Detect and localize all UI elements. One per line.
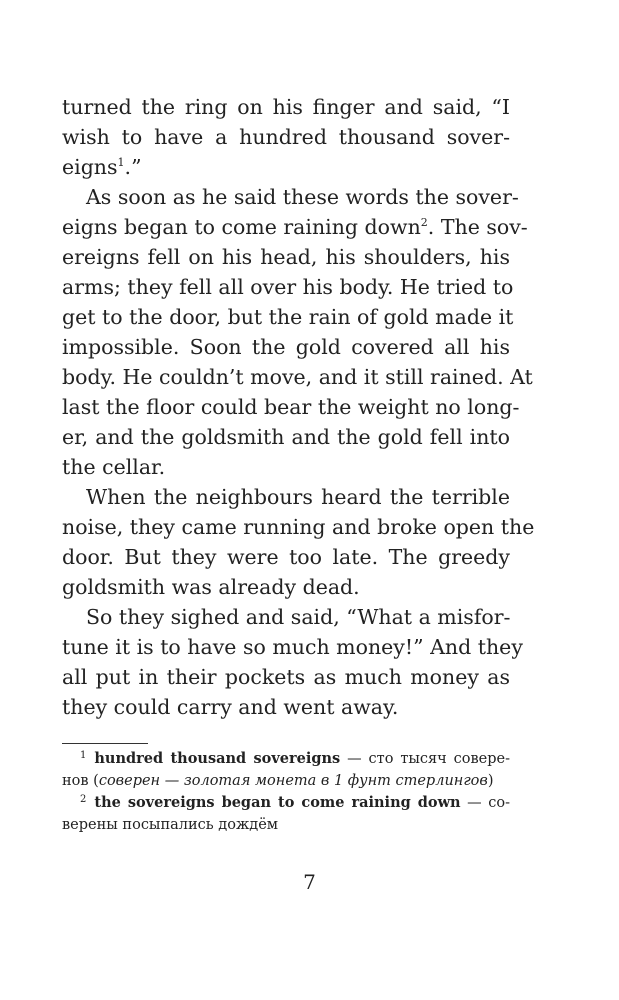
text-line: ereigns fell on his head, his shoulders, his — [62, 245, 510, 269]
footnote-gloss-italic: соверен — золотая монета в 1 фунт стерлингов — [98, 773, 488, 789]
footnote-dash: — — [340, 751, 369, 767]
text-line: So they sighed and said, “What a misfor- — [86, 605, 511, 629]
text-fragment: eigns — [62, 155, 118, 179]
footnote-ref-1: 1 — [117, 156, 125, 169]
text-line: wish to have a hundred thousand sover- — [62, 125, 510, 149]
footnote-number: 1 — [80, 750, 87, 761]
text-line: get to the door, but the rain of gold made it — [62, 305, 514, 329]
text-line: body. He couldn’t move, and it still rained. At — [62, 365, 533, 389]
footnote-gloss: сто тысяч совере- — [368, 751, 511, 767]
footnote-gloss: со- — [488, 795, 511, 811]
text-line: er, and the goldsmith and the gold fell into — [62, 425, 510, 449]
footnote-term: hundred thousand sovereigns — [94, 750, 341, 767]
footnote-gloss: верены посыпались дождём — [62, 817, 279, 833]
footnote-1-line-2 — [62, 770, 510, 792]
footnote-ref-2: 2 — [420, 216, 428, 229]
footnote-1-line-1 — [62, 748, 510, 770]
text-fragment: .” — [124, 155, 142, 179]
text-line: the cellar. — [62, 455, 166, 479]
paragraph-4 — [62, 602, 523, 722]
paragraph-1 — [62, 92, 510, 182]
footnotes — [62, 748, 510, 836]
footnote-2-line-1 — [62, 792, 510, 814]
footnote-gloss: нов ( — [62, 773, 99, 789]
body-text — [62, 92, 535, 722]
text-line: all put in their pockets as much money as — [62, 665, 510, 689]
text-line — [62, 152, 510, 182]
text-line: tune it is to have so much money!” And they — [62, 635, 523, 659]
text-line: When the neighbours heard the terrible — [86, 485, 510, 509]
footnote-divider — [62, 743, 148, 744]
footnote-gloss: ) — [487, 773, 494, 789]
paragraph-2 — [62, 182, 533, 482]
text-line: turned the ring on his finger and said, “I — [62, 95, 510, 119]
text-line: As soon as he said these words the sover- — [86, 185, 519, 209]
text-line — [62, 212, 528, 242]
text-fragment: eigns began to come raining down — [62, 215, 421, 239]
text-line: last the floor could bear the weight no long- — [62, 395, 520, 419]
footnote-dash: — — [460, 795, 489, 811]
footnote-term: the sovereigns began to come raining down — [94, 794, 461, 811]
text-fragment: . The sov- — [427, 215, 528, 239]
paragraph-3 — [62, 482, 535, 602]
text-line: door. But they were too late. The greedy — [62, 545, 510, 569]
text-line: goldsmith was already dead. — [62, 575, 360, 599]
footnote-number: 2 — [80, 794, 87, 805]
footnote-2-line-2 — [62, 814, 510, 836]
text-line: noise, they came running and broke open the — [62, 515, 535, 539]
text-line: they could carry and went away. — [62, 695, 399, 719]
text-line: impossible. Soon the gold covered all his — [62, 335, 510, 359]
text-line: arms; they fell all over his body. He tried to — [62, 275, 514, 299]
page-number: 7 — [303, 870, 316, 894]
